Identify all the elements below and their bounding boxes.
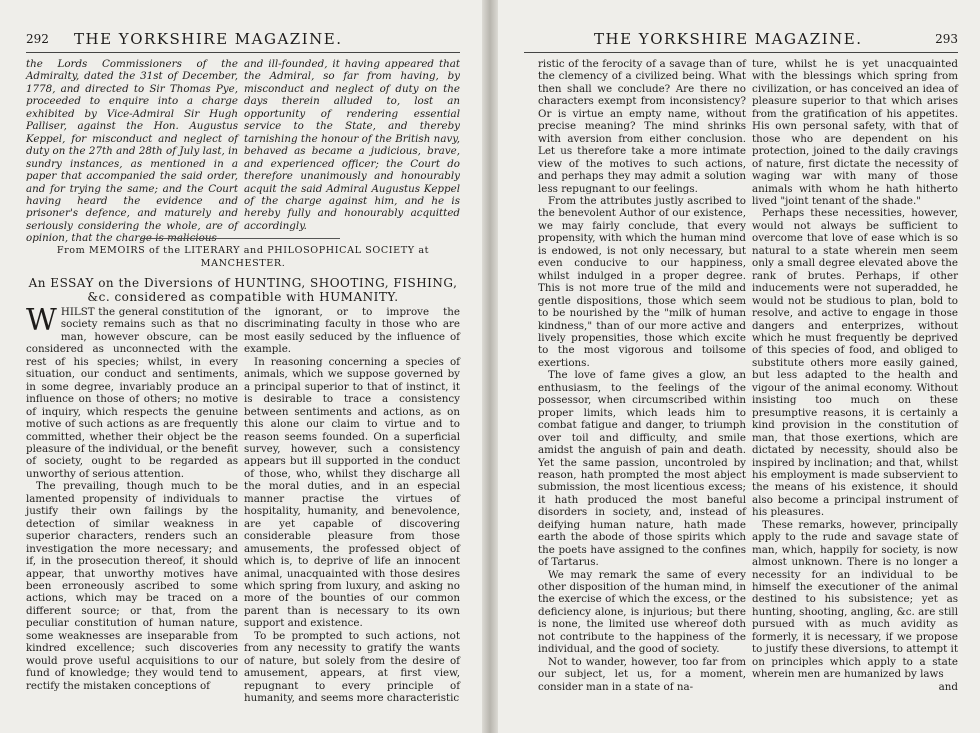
right-page-number: 293 [935, 32, 958, 46]
essay-text-1: HILST the general constitution of society remains such as that no man, however obscure, can be considered as unconnected with the rest of his species; whilst, in every situation, our conduct and sentiments, in some degree, invariably produce an influence on those of others; no motive of inquiry, which respects the genuine motive of such actions as are frequently committed, whether their object be the pleasure of the individual, or the benefit of society, ought to be regarded as unworthy of serious attention. [26, 306, 238, 480]
right-text-7: Perhaps these necessities, however, would not always be sufficient to overcome that love of ease which is so natural to a state wherein men seem only a small degree elevated above the rank of brutes. Perhaps, if other inducements were not superadded, he would not be studious to plan, bold to resolve, and active to engage in those dangers and enterprizes, without which he must frequently be deprived of this species of food, and obliged to substitute others more easily gained, but less adapted to the health and vigour of the animal economy. Without insisting too much on these presumptive reasons, it is certainly a kind provision in the constitution of man, that those exertions, which are dictated by necessity, should also be inspired by inclination; and that, whilst his employment is made subservient to the means of his existence, it should also become a principal instrument of his pleasures. [752, 207, 958, 519]
essay-title: An ESSAY on the Diversions of HUNTING, SHOOTING, FISHING, &c. considered as compatible with HUMANITY. [28, 276, 458, 304]
book-gutter [482, 0, 498, 733]
right-running-head [524, 30, 958, 52]
left-page-number: 292 [26, 32, 49, 46]
source-line: From MEMOIRS of the LITERARY and PHILOSOPHICAL SOCIETY at MANCHESTER. [56, 245, 430, 269]
section-divider [140, 238, 340, 239]
right-text-1: ristic of the ferocity of a savage than of the clemency of a civilized being. What then shall we conclude? Are there no characters exempt from inconsistency? Or is virtue an empty name, without precise meaning? The mind shrinks with aversion from either conclusion. Let us therefore take a more intimate view of the motives to such actions, and perhaps they may admit a solution less repugnant to our feelings. [538, 58, 746, 195]
essay-text-5: To be prompted to such actions, not from any necessity to gratify the wants of nature, but solely from the desire of amusement, appears, at first view, repugnant to every principle of humanity, and seems more characteristic [244, 629, 460, 705]
right-text-6: ture, whilst he is yet unacquainted with the blessings which spring from civilization, or has conceived an idea of pleasure superior to that which arises from the gratification of his appetites. His own personal safety, with that of those who are dependent on his protection, joined to the daily cravings of nature, first dictate the necessity of waging war with many of those animals with whom he hath hitherto lived "joint tenant of the shade." [752, 58, 958, 207]
intro-column-1 [26, 58, 238, 245]
right-page [498, 0, 980, 733]
intro-text-2: and ill-founded, it having appeared that the Admiral, so far from having, by misconduct and neglect of duty on the days therein alluded to, lost an opportunity of rendering essential service to the State, and thereby tarnishing the honour of the British navy, behaved as became a judicious, brave, and experienced officer; the Court do therefore unanimously and honourably acquit the said Admiral Augustus Keppel of the charge against him, and he is hereby fully and honourably acquitted accordingly. [244, 58, 460, 232]
right-text-3: The love of fame gives a glow, an enthusiasm, to the feelings of the possessor, when circumscribed within proper limits, which leads him to combat fatigue and danger, to triumph over toil and difficulty, and smile amidst the anguish of pain and death. Yet the same passion, uncontroled by reason, hath prompted the most abject submission, the most licentious excess; it hath produced the most baneful disorders in society, and, instead of deifying human nature, hath made earth the abode of those spirits which the poets have assigned to the confines of Tartarus. [538, 369, 746, 569]
left-running-title: THE YORKSHIRE MAGAZINE. [74, 30, 343, 48]
catchword: and [938, 680, 958, 693]
right-text-5: Not to wander, however, too far from our subject, let us, for a moment, consider man in a state of na- [538, 655, 746, 693]
right-running-title: THE YORKSHIRE MAGAZINE. [594, 30, 863, 48]
right-text-8: These remarks, however, principally apply to the rude and savage state of man, which, happily for society, is now almost unknown. There is no longer a necessity for an individual to be himself the executioner of the animal destined to his subsistence; yet as hunting, shooting, angling, &c. are still pursued with as much avidity as formerly, it is necessary, if we propose to justify these diversions, to attempt it on principles which apply to a state wherein men are humanized by laws [752, 518, 958, 681]
left-running-head [26, 30, 460, 52]
essay-text-3: the ignorant, or to improve the discriminating faculty in those who are most easily seduced by the influence of example. [244, 306, 460, 356]
drop-cap: W [26, 303, 57, 338]
right-text-4: We may remark the same of every other disposition of the human mind, in the exercise of which the excess, or the deficiency alone, is injurious; but there is none, the limited use whereof doth not contribute to the happiness of the individual, and the good of society. [538, 568, 746, 656]
essay-column-2 [244, 306, 460, 705]
essay-text-4: In reasoning concerning a species of animals, which we suppose governed by a principal superior to that of instinct, it is desirable to trace a consistency between sentiments and actions, as on this alone our claim to virtue and to reason seems founded. On a superficial survey, however, such a consistency appears but ill supported in the conduct of those, who, whilst they discharge all the moral duties, and in an especial manner practise the virtues of hospitality, humanity, and benevolence, are yet capable of discovering considerable pleasure from those amusements, the professed object of which is, to deprive of life an innocent animal, unacquainted with those desires which spring from luxury, and asking no more of the bounties of our common parent than is necessary to its own support and existence. [244, 355, 460, 630]
right-column-2 [752, 58, 958, 693]
essay-column-1 [26, 303, 238, 692]
essay-text-2: The prevailing, though much to be lamented propensity of individuals to justify their own failings by the detection of similar weakness in superior characters, renders such an investigation the more necessary; and if, in the prosecution thereof, it should appear, that unworthy motives have been erroneously ascribed to some actions, which may be traced on a different source; or that, from the peculiar constitution of human nature, some weaknesses are inseparable from kindred excellence; such discoveries would prove useful acquisitions to our fund of knowledge; they would tend to rectify the mistaken conceptions of [26, 480, 238, 692]
right-column-1 [538, 58, 746, 693]
right-head-rule [524, 52, 958, 53]
intro-text-1: the Lords Commissioners of the Admiralty, dated the 31st of December, 1778, and directed to Sir Thomas Pye, proceeded to enquire into a charge exhibited by Vice-Admiral Sir Hugh Palliser, against the Hon. Augustus Keppel, for misconduct and neglect of duty on the 27th and 28th of July last, in sundry instances, as mentioned in a paper that accompanied the said order, and for trying the same; and the Court having heard the evidence and prisoner's defence, and maturely and seriously considering the whole, are of opinion, that the charge is malicious [26, 58, 238, 245]
left-page [0, 0, 482, 733]
intro-column-2 [244, 58, 460, 232]
left-head-rule [26, 52, 460, 53]
right-text-2: From the attributes justly ascribed to the benevolent Author of our existence, we may fairly conclude, that every propensity, with which the human mind is endowed, is not only necessary, but even conducive to our happiness, whilst indulged in a proper degree. This is not more true of the mild and gentle dispositions, those which seem to be nourished by the "milk of human kindness," than of our more active and lively propensities, those which excite to the most vigorous and toilsome exertions. [538, 194, 746, 369]
